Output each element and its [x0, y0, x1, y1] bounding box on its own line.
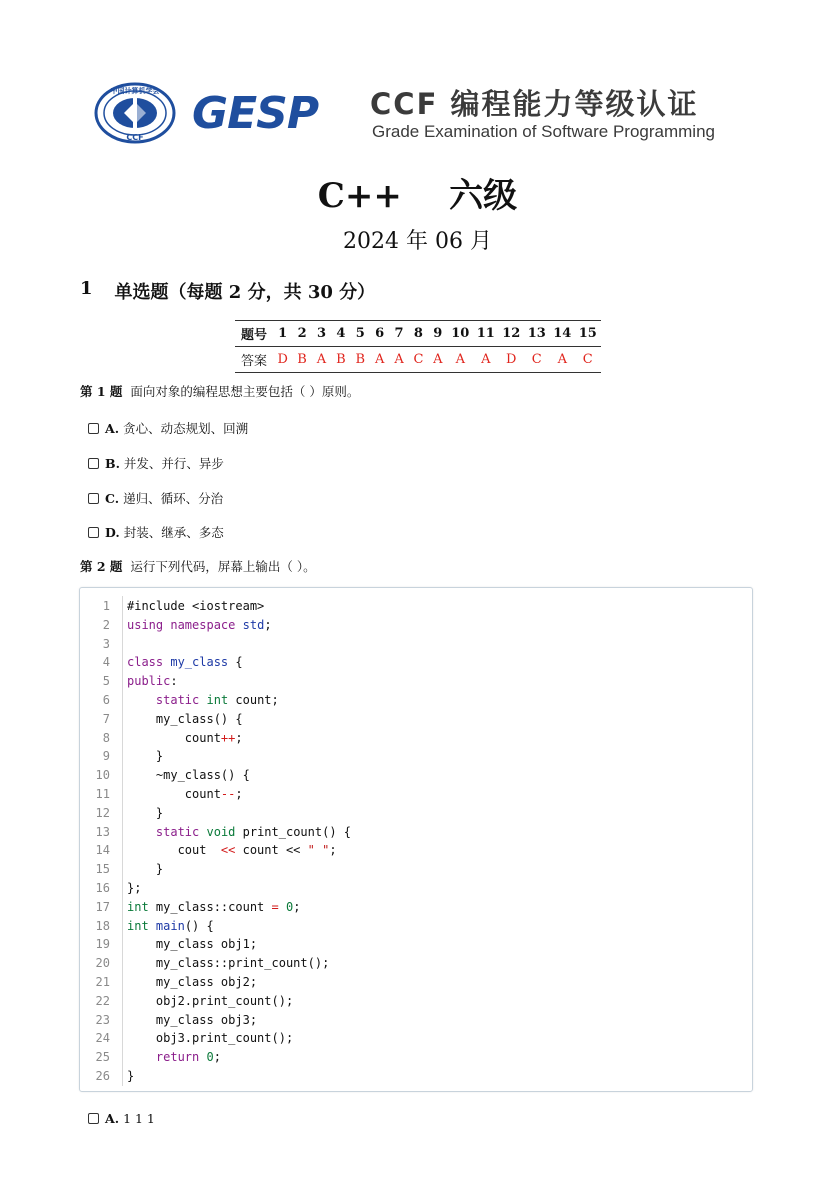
line-number: 25 [95, 1050, 110, 1065]
checkbox-icon[interactable] [88, 458, 99, 469]
line-number: 1 [102, 599, 110, 613]
code-line [80, 804, 752, 823]
section-number: 1 [80, 278, 93, 299]
checkbox-icon[interactable] [88, 493, 99, 504]
answer-table [235, 320, 601, 373]
code-text: #include <iostream> [127, 599, 265, 613]
question-number: 3 [312, 321, 331, 347]
question-1-text: 面向对象的编程思想主要包括（ ）原则。 [130, 384, 360, 399]
answer-label: 答案 [240, 354, 267, 369]
option-letter: A. [105, 420, 120, 436]
code-text: obj3.print_count(); [127, 1031, 294, 1046]
code-text: } [127, 1068, 135, 1083]
line-number: 6 [102, 692, 110, 707]
option-text: 封装、继承、多态 [123, 525, 224, 540]
exam-header [90, 78, 750, 148]
code-line [80, 616, 752, 635]
answer-cell: A [433, 352, 443, 367]
answer-cell: D [277, 352, 288, 367]
line-number: 20 [95, 956, 110, 971]
code-text: static void print_count() { [155, 824, 351, 839]
code-line [80, 823, 752, 842]
q2-option-a[interactable] [88, 1111, 155, 1126]
checkbox-icon[interactable] [88, 423, 99, 434]
line-number: 23 [95, 1012, 110, 1027]
question-number: 15 [575, 321, 601, 347]
answer-table-header-row [235, 321, 601, 347]
answer-cell: A [481, 352, 491, 367]
line-number: 11 [95, 786, 110, 801]
section-heading [80, 278, 375, 304]
code-line [80, 992, 752, 1011]
code-line [80, 860, 752, 879]
question-number: 2 [292, 321, 311, 347]
question-number: 8 [409, 321, 428, 347]
option-letter: A. [105, 1111, 120, 1126]
code-text: return 0; [155, 1050, 221, 1065]
code-text: int my_class::count = 0; [127, 899, 301, 914]
code-line [80, 879, 752, 898]
question-number: 5 [351, 321, 370, 347]
q1-option-d[interactable] [88, 523, 224, 541]
code-text: static int count; [155, 692, 279, 707]
code-line [80, 898, 752, 917]
code-line [80, 785, 752, 804]
code-line [80, 672, 752, 691]
q1-option-c[interactable] [88, 489, 223, 507]
question-number: 9 [428, 321, 447, 347]
option-letter: C. [105, 490, 120, 506]
code-text: my_class() { [127, 711, 243, 726]
line-number: 18 [95, 918, 110, 933]
question-2 [80, 557, 316, 575]
line-number: 13 [95, 824, 110, 839]
question-number: 10 [448, 321, 474, 347]
line-number: 26 [95, 1068, 110, 1083]
code-text: int main() { [127, 918, 214, 933]
code-text: using namespace std; [127, 617, 272, 632]
line-number: 5 [102, 674, 110, 689]
document-date: 2024 年 06 月 [343, 229, 492, 254]
checkbox-icon[interactable] [88, 527, 99, 538]
code-line [80, 917, 752, 936]
q1-option-a[interactable] [88, 419, 248, 437]
code-text: ~my_class() { [127, 768, 250, 783]
option-text: 并发、并行、异步 [123, 456, 224, 471]
question-number: 6 [370, 321, 389, 347]
code-line [80, 653, 752, 672]
question-2-number: 第 2 题 [80, 559, 123, 574]
question-number: 4 [331, 321, 350, 347]
code-text: } [127, 805, 164, 820]
code-line [80, 747, 752, 766]
code-line [80, 935, 752, 954]
answer-cell: B [355, 352, 366, 367]
section-title: 单选题（每题 2 分，共 30 分） [114, 282, 376, 303]
code-text: } [127, 749, 164, 764]
code-block [79, 587, 753, 1092]
answer-table-answer-row [235, 347, 601, 373]
line-number: 17 [95, 899, 110, 914]
header-title: CCF 编程能力等级认证 [370, 87, 699, 121]
answer-cell: D [506, 352, 517, 367]
code-text: }; [127, 880, 142, 895]
answer-cell: A [316, 352, 327, 367]
line-number: 8 [102, 730, 110, 745]
code-text: obj2.print_count(); [127, 993, 294, 1008]
line-number: 21 [95, 974, 110, 989]
question-number: 1 [273, 321, 292, 347]
code-lines [80, 597, 752, 1086]
checkbox-icon[interactable] [88, 1113, 99, 1124]
code-line [80, 1048, 752, 1067]
code-line [80, 954, 752, 973]
line-number: 19 [95, 937, 110, 952]
code-text: public: [127, 674, 178, 689]
code-line [80, 841, 752, 860]
option-text: 1 1 1 [123, 1111, 155, 1126]
code-text: class my_class { [127, 655, 243, 670]
code-line [80, 973, 752, 992]
line-number: 15 [95, 862, 110, 877]
ccf-seal-logo [94, 82, 176, 144]
document-title: C++ 六级 [317, 176, 518, 216]
line-number: 2 [102, 617, 110, 632]
code-line [80, 729, 752, 748]
header-subtitle: Grade Examination of Software Programming [372, 122, 715, 141]
seal-text-top: 中国计算机学会 [110, 87, 160, 95]
code-line [80, 1067, 752, 1086]
code-line [80, 691, 752, 710]
option-text: 贪心、动态规划、回溯 [123, 421, 249, 436]
question-1 [80, 382, 359, 400]
question-number: 12 [499, 321, 525, 347]
option-letter: D. [105, 524, 120, 540]
question-number-label: 题号 [235, 321, 273, 347]
question-2-text: 运行下列代码，屏幕上输出（ ）。 [130, 559, 316, 574]
code-line [80, 635, 752, 654]
line-number: 16 [95, 880, 110, 895]
line-number: 7 [102, 711, 110, 726]
line-number: 3 [102, 636, 110, 651]
code-line [80, 1011, 752, 1030]
question-number: 7 [389, 321, 408, 347]
code-text: my_class obj2; [127, 974, 258, 989]
question-number: 14 [550, 321, 576, 347]
question-number: 11 [473, 321, 499, 347]
code-text: count--; [127, 786, 243, 801]
line-number: 10 [95, 768, 110, 783]
answer-cell: B [297, 352, 307, 367]
line-number: 4 [102, 655, 110, 670]
code-line [80, 597, 752, 616]
code-text: } [127, 862, 164, 877]
line-number: 12 [95, 805, 110, 820]
q1-option-b[interactable] [88, 454, 224, 472]
question-1-number: 第 1 题 [80, 384, 123, 399]
answer-cell: C [582, 352, 593, 367]
code-text: my_class obj3; [127, 1012, 258, 1027]
answer-cell: B [336, 352, 346, 367]
answer-cell: A [455, 352, 465, 367]
line-number: 14 [95, 843, 110, 858]
gesp-logo: GESP [192, 88, 319, 139]
answer-cell: C [531, 352, 542, 367]
code-line [80, 1029, 752, 1048]
answer-cell: C [413, 352, 424, 367]
code-text: my_class::print_count(); [127, 956, 330, 971]
answer-cell: A [557, 352, 567, 367]
option-letter: B. [105, 455, 120, 471]
line-number: 22 [95, 993, 110, 1008]
line-number: 9 [102, 749, 110, 764]
seal-text-bottom: CCF [126, 133, 144, 142]
answer-cell: A [394, 352, 404, 367]
answer-cell: A [374, 352, 385, 367]
code-line [80, 766, 752, 785]
question-number: 13 [524, 321, 550, 347]
code-text: my_class obj1; [127, 937, 258, 952]
code-text: cout << count << " "; [127, 843, 337, 858]
code-text: count++; [127, 730, 243, 745]
option-text: 递归、循环、分治 [123, 491, 224, 506]
code-line [80, 710, 752, 729]
line-number: 24 [95, 1031, 110, 1046]
